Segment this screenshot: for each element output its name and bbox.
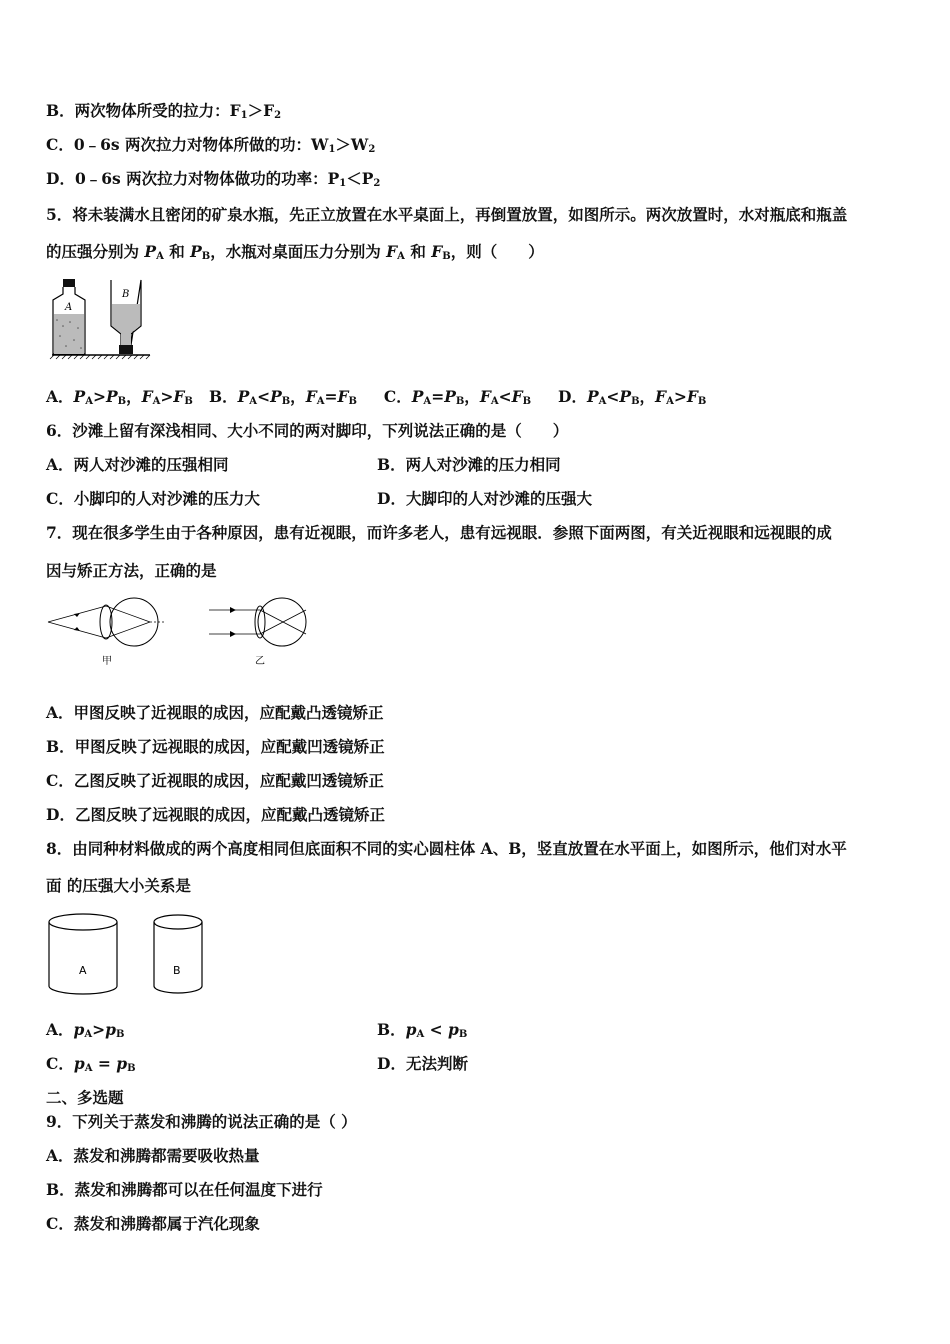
cylinder-a-label: A bbox=[79, 964, 87, 977]
q6-option-d[interactable]: D．大脚印的人对沙滩的压强大 bbox=[377, 489, 592, 508]
q5-options[interactable]: A．$P_A>P_B$，$F_A>F_B$ B．$P_A<P_B$，$F_A=F_B$ C．$P_A=P_B$，$F_A<F_B$ D．$P_A<P_B$，$F_A>F_B$ bbox=[46, 387, 707, 407]
q6-option-a[interactable]: A．两人对沙滩的压强相同 bbox=[46, 455, 229, 474]
q8-stem-line1: 8．由同种材料做成的两个高度相同但底面积不同的实心圆柱体 A、B，竖直放置在水平面上，如图所示，他们对水平 bbox=[46, 839, 847, 858]
q9-option-b[interactable]: B．蒸发和沸腾都可以在任何温度下进行 bbox=[46, 1180, 323, 1199]
q8-option-c[interactable]: C．$p_A = p_B$ bbox=[46, 1054, 136, 1074]
section-heading-multi-choice: 二、多选题 bbox=[46, 1088, 124, 1107]
bottles-figure bbox=[48, 276, 158, 360]
q8-stem-line2: 面 的压强大小关系是 bbox=[46, 876, 191, 895]
q7-stem-line1: 7．现在很多学生由于各种原因，患有近视眼，而许多老人，患有远视眼．参照下面两图，有关近视眼和远视眼的成 bbox=[46, 523, 832, 542]
q7-option-d[interactable]: D．乙图反映了远视眼的成因，应配戴凸透镜矫正 bbox=[46, 805, 385, 824]
q7-stem-line2: 因与矫正方法，正确的是 bbox=[46, 561, 217, 580]
q8-option-a[interactable]: A．$p_A>p_B$ bbox=[46, 1020, 125, 1040]
q5-stem-line2: 的压强分别为 $P_A$ 和 $P_B$，水瓶对桌面压力分别为 $F_A$ 和 $F_B$，则（ ） bbox=[46, 242, 544, 262]
q4-option-b[interactable]: B．两次物体所受的拉力：$F_1>F_2$ bbox=[46, 101, 282, 121]
q8-option-b[interactable]: B．$p_A < p_B$ bbox=[377, 1020, 468, 1040]
eye-diagrams-figure bbox=[44, 592, 314, 670]
q5-stem-line1: 5．将未装满水且密闭的矿泉水瓶，先正立放置在水平桌面上，再倒置放置，如图所示。两次放置时，水对瓶底和瓶盖 bbox=[46, 205, 848, 224]
q7-option-c[interactable]: C．乙图反映了近视眼的成因，应配戴凹透镜矫正 bbox=[46, 771, 384, 790]
q8-option-d[interactable]: D．无法判断 bbox=[377, 1054, 468, 1073]
q7-option-b[interactable]: B．甲图反映了远视眼的成因，应配戴凹透镜矫正 bbox=[46, 737, 385, 756]
q6-option-b[interactable]: B．两人对沙滩的压力相同 bbox=[377, 455, 561, 474]
q4-option-d[interactable]: D．0﹣6s 两次拉力对物体做功的功率：$P_1<P_2$ bbox=[46, 169, 381, 189]
bottle-a-label: A bbox=[65, 302, 73, 313]
q9-option-c[interactable]: C．蒸发和沸腾都属于汽化现象 bbox=[46, 1214, 260, 1233]
q4-option-c[interactable]: C．0﹣6s 两次拉力对物体所做的功：$W_1>W_2$ bbox=[46, 135, 376, 155]
q7-option-a[interactable]: A．甲图反映了近视眼的成因，应配戴凸透镜矫正 bbox=[46, 703, 384, 722]
cylinder-b-label: B bbox=[173, 964, 181, 977]
eye-label-jia: 甲 bbox=[102, 656, 112, 667]
q6-stem: 6．沙滩上留有深浅相同、大小不同的两对脚印，下列说法正确的是（ ） bbox=[46, 421, 569, 440]
eye-label-yi: 乙 bbox=[255, 656, 265, 667]
cylinders-figure bbox=[46, 910, 208, 998]
bottle-b-label: B bbox=[122, 289, 130, 300]
q9-option-a[interactable]: A．蒸发和沸腾都需要吸收热量 bbox=[46, 1146, 260, 1165]
q9-stem: 9．下列关于蒸发和沸腾的说法正确的是（ ） bbox=[46, 1112, 357, 1131]
q6-option-c[interactable]: C．小脚印的人对沙滩的压力大 bbox=[46, 489, 260, 508]
